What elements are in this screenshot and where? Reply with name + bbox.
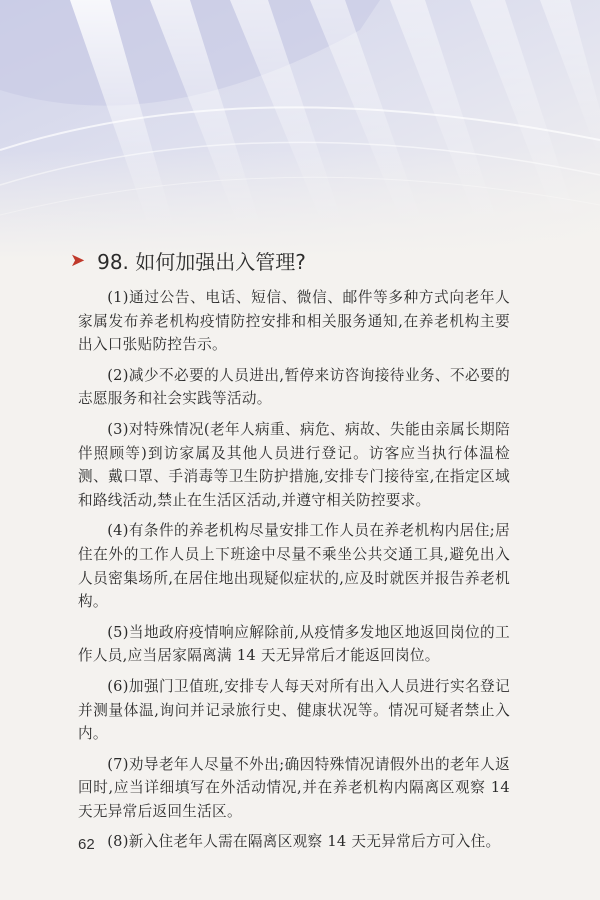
body-text [78,286,510,861]
decorative-header-graphic [0,0,600,260]
section-heading [70,240,306,280]
paragraph-8: (8)新入住老年人需在隔离区观察 14 天无异常后方可入住。 [107,833,501,851]
paragraph-1: (1)通过公告、电话、短信、微信、邮件等多种方式向老年人家属发布养老机构疫情防控安排和相关服务通知,在养老机构主要出入口张贴防控告示。 [78,289,510,354]
page-number: 62 [78,836,95,853]
paragraph-5: (5)当地政府疫情响应解除前,从疫情多发地区地返回岗位的工作人员,应当居家隔离满 14 天无异常后才能返回岗位。 [78,623,510,665]
section-title: 98. 如何加强出入管理? [97,249,306,274]
paragraph-6: (6)加强门卫值班,安排专人每天对所有出入人员进行实名登记并测量体温,询问并记录旅行史、健康状况等。情况可疑者禁止入内。 [78,677,510,743]
paragraph-7: (7)劝导老年人尽量不外出;确因特殊情况请假外出的老年人返回时,应当详细填写在外活动情况,并在养老机构内隔离区观察 14 天无异常后返回生活区。 [78,755,510,820]
arrow-right-icon: ➤ [70,249,86,271]
paragraph-4: (4)有条件的养老机构尽量安排工作人员在养老机构内居住;居住在外的工作人员上下班途中尽量不乘坐公共交通工具,避免出入人员密集场所,在居住地出现疑似症状的,应及时就医并报告养老机构。 [78,522,510,611]
paragraph-2: (2)减少不必要的人员进出,暂停来访咨询接待业务、不必要的志愿服务和社会实践等活动。 [78,366,510,408]
paragraph-3: (3)对特殊情况(老年人病重、病危、病故、失能由亲属长期陪伴照顾等)到访家属及其他人员进行登记。访客应当执行体温检测、戴口罩、手消毒等卫生防护措施,安排专门接待室,在指定区域和路线活动,禁止在生活区活动,并遵守相关防控要求。 [78,420,510,509]
